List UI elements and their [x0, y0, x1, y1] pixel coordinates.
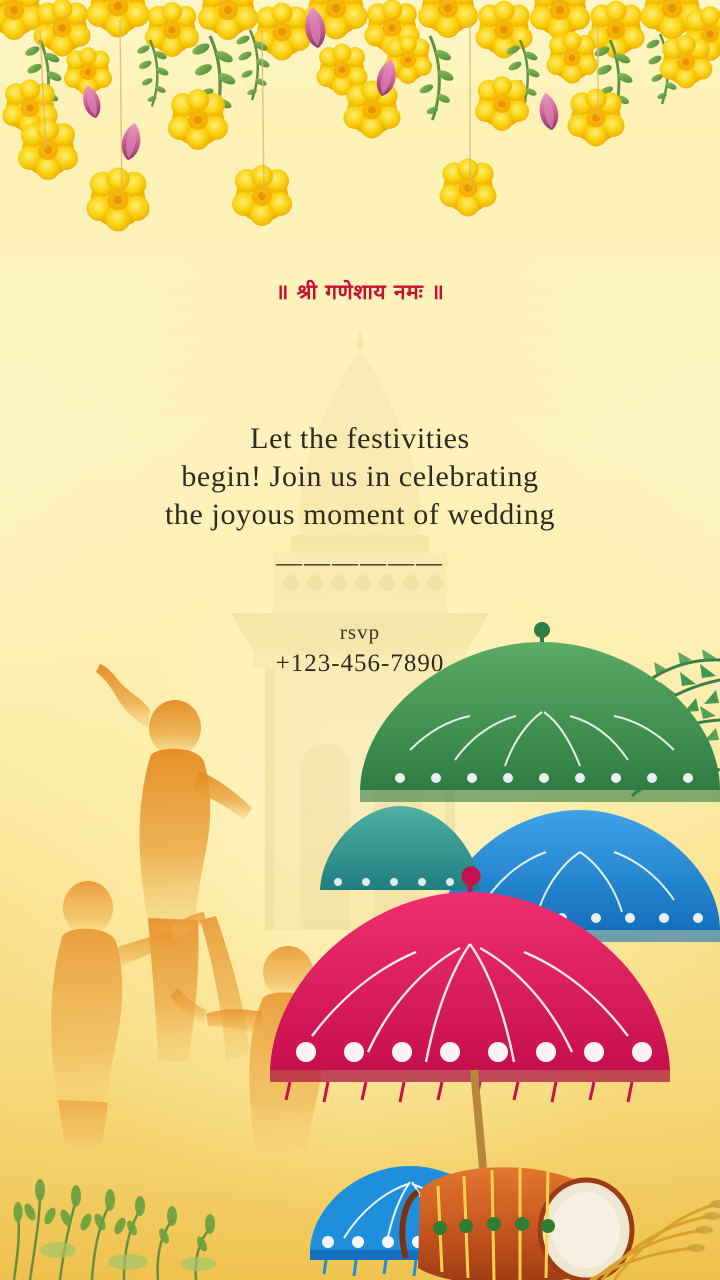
- decorative-umbrellas-icon: [250, 600, 720, 1220]
- bottom-leaf-fan-icon: [580, 1160, 720, 1280]
- marigold-garland-icon: [0, 0, 720, 270]
- invitation-line-3: the joyous moment of wedding: [164, 498, 556, 531]
- umbrella-teal: [320, 806, 480, 890]
- invitation-line-1: Let the festivities: [250, 422, 470, 455]
- rsvp-label: rsvp: [339, 620, 381, 644]
- rsvp-phone-number: +123-456-7890: [275, 650, 445, 677]
- ganesh-invocation: ॥ श्री गणेशाय नमः ॥: [275, 280, 445, 304]
- umbrella-green: [360, 624, 720, 802]
- invitation-text: [60, 420, 660, 534]
- text-divider: ——————: [276, 548, 444, 577]
- invitation-line-2: begin! Join us in celebrating: [181, 460, 539, 493]
- shrub-plants-icon: [0, 1130, 250, 1280]
